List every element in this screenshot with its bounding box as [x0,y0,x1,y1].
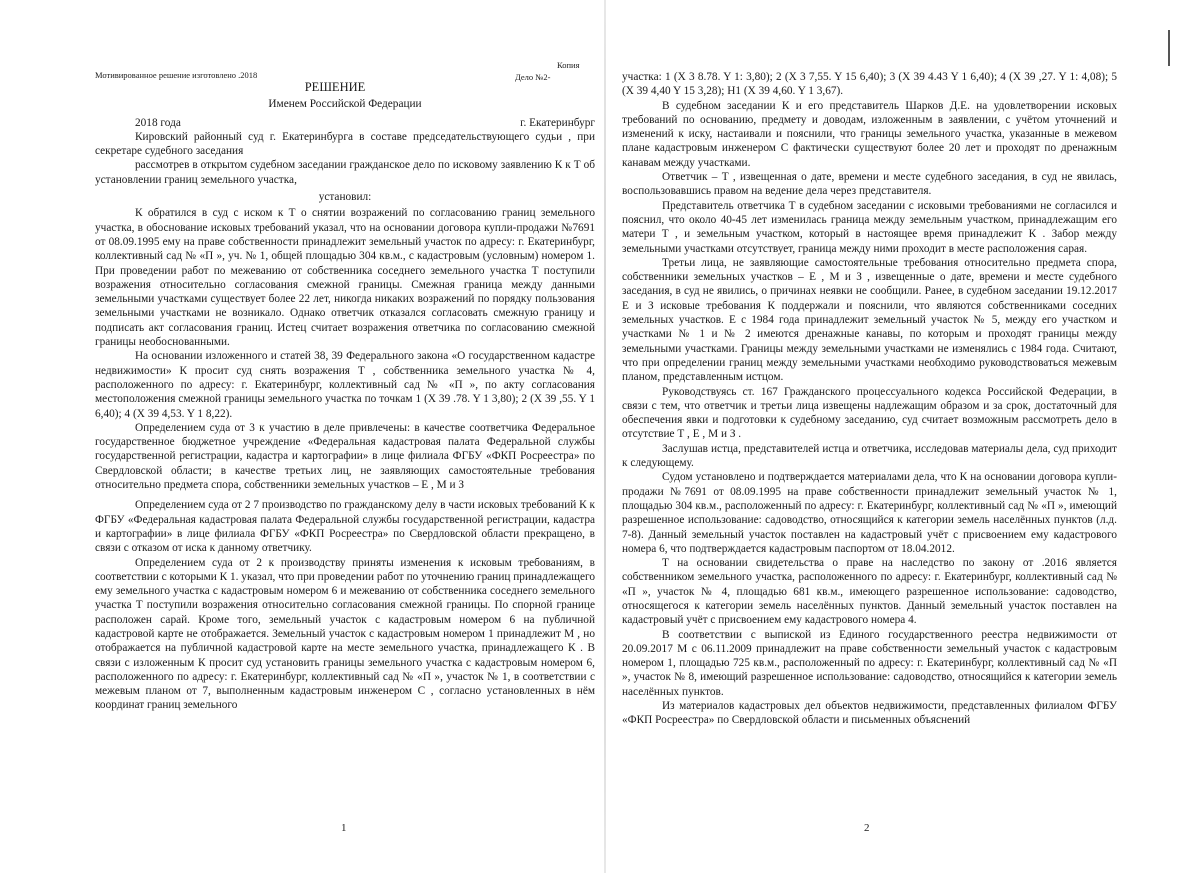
established-heading: установил: [318,191,372,204]
paragraph: Руководствуясь ст. 167 Гражданского процессуального кодекса Российской Федерации, в связи с тем, что ответчик и третьи лица извещены надлежащим образом и за срок, достаточный для обеспечения явки и подготовки к судебному заседанию, суд считает возможным рассмотреть дело в отсутствие Т , Е , М и З . [622,385,1117,441]
paragraph: Представитель ответчика Т в судебном заседании с исковыми требованиями не согласился и пояснил, что около 40-45 лет изменилась граница между земельным участком, принадлежащим его матери Т , и земельным участком, который в настоящее время принадлежит К . Забор между земельными участками отсутствует, граница между ними проходит в месте расположения сарая. [622,199,1117,255]
case-number: Дело №2- [515,72,551,82]
page-2 [622,0,1117,873]
document-title: РЕШЕНИЕ [304,80,366,94]
paragraph: На основании изложенного и статей 38, 39 Федерального закона «О государственном кадастре недвижимости» К просит суд снять возражения Т , собственника земельного участка № 4, расположенного по адресу: г. Екатеринбург, коллективный сад № «П », по акту согласования местоположения смежной границы земельного участка по точкам 1 (X 39 .78. Y 1 3,80); 2 (X 39 ,55. Y 1 6,40); 4 (X 39 4,53. Y 1 8,22). [95,350,595,420]
page-number: 1 [341,821,347,834]
paragraph: Определением суда от 2 7 производство по гражданскому делу в части исковых требований К к ФГБУ «Федеральная кадастровая палата Федеральной службы государственной регистрации, кадастра и картографии» в лице филиала ФГБУ «ФКП Росреестра» по Свердловской области прекращено, в связи с отказом от иска к данному ответчику. [95,499,595,555]
header-meta [95,60,595,80]
paragraph: участка: 1 (X 3 8.78. Y 1: 3,80); 2 (X 3 7,55. Y 15 6,40); 3 (X 39 4.43 Y 1 6,40); 4 (X 39 ,27. Y 1: 4,08); 5 (X 39 4,40 Y 15 3,28); Н1 (X 39 4,60. Y 1 3,67). [622,71,1117,98]
motivated-decision-note: Мотивированное решение изготовлено .2018 [95,70,258,80]
decision-city: г. Екатеринбург [520,116,595,129]
paragraph: Из материалов кадастровых дел объектов недвижимости, представленных филиалом ФГБУ «ФКП Росреестра» по Свердловской области и письменных объяснений [622,700,1117,727]
paragraph: Т на основании свидетельства о праве на наследство по закону от .2016 является собственником земельного участка, расположенного по адресу: г. Екатеринбург, коллективный сад № «П », участок № 4, площадью 681 кв.м., имеющего разрешенное использование: садоводство, относящегося к категории земель населённых пунктов. Данный земельный участок поставлен на кадастровый учёт с присвоением ему кадастрового номера 4. [622,557,1117,627]
paragraph: Заслушав истца, представителей истца и ответчика, исследовав материалы дела, суд приходит к следующему. [622,442,1117,470]
document-subtitle: Именем Российской Федерации [268,98,422,111]
decision-date: 2018 года [135,116,181,129]
paragraph: К обратился в суд с иском к Т о снятии возражений по согласованию границ земельного участка, в обоснование исковых требований указал, что на основании договора купли-продажи №7691 от 08.09.1995 ему на праве собственности принадлежит земельный участок по адресу: г. Екатеринбург, коллективный сад № «П », уч. № 1, общей площадью 304 кв.м., с кадастровым (условным) номером 1. При проведении работ по межеванию от собственника соседнего земельного участка Т поступили возражения относительно согласования смежной границы. Смежная граница между данными земельными участками существует более 22 лет, никогда никаких возражений по порядку пользования земельными участками не возникало. Однако ответчик отказался согласовать смежную границу и подписать акт согласования границ. Истец считает возражения ответчика по согласованию смежной границы необоснованными. [95,207,595,349]
scan-edge-mark [1168,30,1170,66]
paragraph: В судебном заседании К и его представитель Шарков Д.Е. на удовлетворении исковых требований по основанию, предмету и доводам, изложенным в заявлении, с учётом уточнений и изменений к иску, настаивали и пояснили, что границы земельного участка, указанные в межевом плане кадастровым инженером С фактически существуют более 20 лет и проходят по дренажным канавам между участками. [622,99,1117,169]
paragraph: Третьи лица, не заявляющие самостоятельные требования относительно предмета спора, собственники земельных участков – Е , М и З , извещенные о дате, времени и месте судебного заседания, в суд не явились, о причинах неявки не сообщили. Ранее, в судебном заседании 19.12.2017 Е и З исковые требования К поддержали и пояснили, что являются собственниками соседних земельных участков. Е с 1984 года принадлежит земельный участок № 5, между его участком и участками № 1 и № 2 имеются дренажные канавы, по которым и проходят границы между земельными участками. Границы между земельными участками не изменялись с 1984 года. Считают, что при определении границ между земельными участками необходимо руководствоваться межевым планом, представленным истцом. [622,256,1117,384]
paragraph: Определением суда от 3 к участию в деле привлечены: в качестве соответчика Федеральное государственное бюджетное учреждение «Федеральная кадастровая палата Федеральной службы государственной регистрации, кадастра и картографии» в лице филиала ФГБУ «ФКП Росреестра» по Свердловской области; в качестве третьих лиц, не заявляющих самостоятельные требования относительно предмета спора, собственники земельных участков – Е , М и З [95,421,595,492]
page-gutter [604,0,606,873]
date-city-row [95,116,595,130]
page-1 [95,0,595,873]
paragraph: Определением суда от 2 к производству приняты изменения к исковым требованиям, в соответствии с которыми К 1. указал, что при проведении работ по уточнению границ принадлежащего ему земельного участка с кадастровым номером 6 и межеванию от собственника соседнего земельного участка Т поступили возражения относительно согласования смежной границы. По спорной границе расположен сарай. Кроме того, земельный участок с кадастровым номером 6 на публичной кадастровой карте не отображается. Земельный участок с кадастровым номером 1 принадлежит М , но отображается на публичной кадастровой карте на месте земельного участка, принадлежащего К . В связи с изложенным К просит суд установить границы земельного участка с кадастровым номером 6, расположенного по адресу: г. Екатеринбург, коллективный сад № «П », участок № 1, в соответствии с межевым планом от 7, выполненным кадастровым инженером С , согласно установленных в нём координат границ земельного [95,556,595,712]
paragraph: В соответствии с выпиской из Единого государственного реестра недвижимости от 20.09.2017 М с 06.11.2009 принадлежит на праве собственности земельный участок с кадастровым номером 1, площадью 725 кв.м., расположенный по адресу: г. Екатеринбург, коллективный сад № «П », участок № 8, имеющий разрешенное использование: садоводство, относящийся к категории земель населённых пунктов. [622,628,1117,698]
paragraph: Судом установлено и подтверждается материалами дела, что К на основании договора купли-продажи №7691 от 08.09.1995 на праве собственности принадлежит земельный участок № 1, площадью 304 кв.м., расположенный по адресу: г. Екатеринбург, коллективный сад № «П », имеющий разрешенное использование: садоводство, относящийся к категории земель населённых пунктов (л.д. 7-8). Данный земельный участок поставлен на кадастровый учёт с присвоением ему кадастрового номера 6, что подтверждается кадастровым паспортом от 18.04.2012. [622,471,1117,555]
paragraph: рассмотрев в открытом судебном заседании гражданское дело по исковому заявлению К к Т об установлении границ земельного участка, [95,159,595,186]
page-number: 2 [864,821,870,834]
copy-stamp: Копия [557,60,580,70]
paragraph: Кировский районный суд г. Екатеринбурга в составе председательствующего судьи , при секретаре судебного заседания [95,130,595,158]
paragraph: Ответчик – Т , извещенная о дате, времени и месте судебного заседания, в суд не явилась, воспользовавшись правом на ведение дела через представителя. [622,171,1117,198]
